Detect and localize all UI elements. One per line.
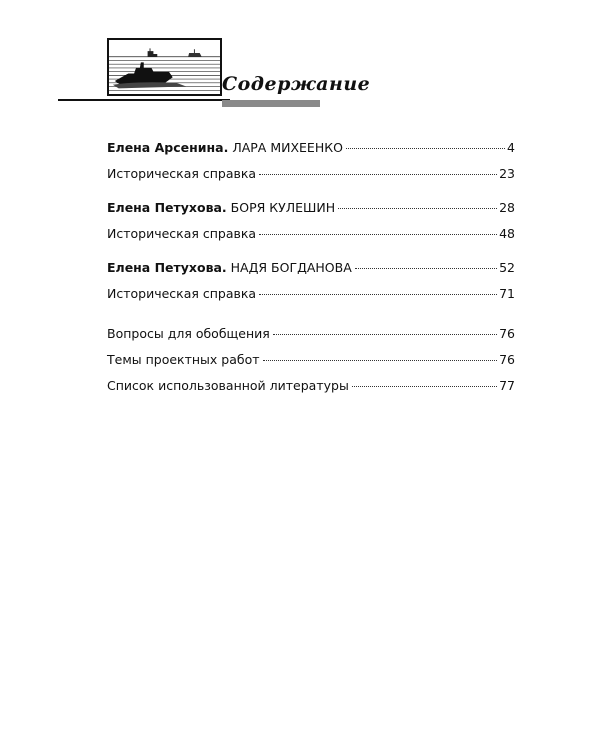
toc-page-number: 23	[499, 166, 515, 181]
toc-author: Елена Арсенина.	[107, 140, 229, 155]
toc-page-number: 76	[499, 352, 515, 367]
toc-page-number: 76	[499, 326, 515, 341]
header-rule	[58, 99, 230, 101]
toc-entry-extra[interactable]	[107, 326, 515, 352]
table-of-contents	[107, 140, 515, 404]
toc-story-title: БОРЯ КУЛЕШИН	[230, 200, 336, 215]
toc-story-title: НАДЯ БОГДАНОВА	[230, 260, 352, 275]
toc-entry-story[interactable]	[107, 140, 515, 166]
toc-entry-story[interactable]	[107, 260, 515, 286]
toc-page-number: 48	[499, 226, 515, 241]
dot-leader	[346, 148, 505, 149]
warship-sea-engraving-icon	[107, 38, 222, 96]
dot-leader	[259, 174, 497, 175]
toc-author: Елена Петухова.	[107, 260, 227, 275]
toc-note-label: Историческая справка	[107, 166, 257, 181]
dot-leader	[263, 360, 498, 361]
toc-note-label: Историческая справка	[107, 286, 257, 301]
toc-page-number: 4	[507, 140, 515, 155]
toc-entry-extra[interactable]	[107, 352, 515, 378]
toc-entry-story[interactable]	[107, 200, 515, 226]
page-title: Содержание	[222, 73, 371, 95]
toc-entry-extra[interactable]	[107, 378, 515, 404]
toc-story-title: ЛАРА МИХЕЕНКО	[232, 140, 343, 155]
dot-leader	[259, 234, 497, 235]
toc-entry-note[interactable]	[107, 286, 515, 312]
title-underline-bar	[222, 100, 320, 107]
dot-leader	[338, 208, 497, 209]
dot-leader	[352, 386, 497, 387]
toc-extra-label: Список использованной литературы	[107, 378, 349, 393]
toc-extra-label: Вопросы для обобщения	[107, 326, 270, 341]
toc-page-number: 71	[499, 286, 515, 301]
toc-page-number: 77	[499, 378, 515, 393]
toc-entry-note[interactable]	[107, 166, 515, 192]
dot-leader	[259, 294, 497, 295]
toc-note-label: Историческая справка	[107, 226, 257, 241]
toc-page-number: 52	[499, 260, 515, 275]
toc-author: Елена Петухова.	[107, 200, 227, 215]
dot-leader	[273, 334, 497, 335]
toc-page-number: 28	[499, 200, 515, 215]
toc-extra-label: Темы проектных работ	[107, 352, 260, 367]
toc-entry-note[interactable]	[107, 226, 515, 252]
dot-leader	[355, 268, 497, 269]
